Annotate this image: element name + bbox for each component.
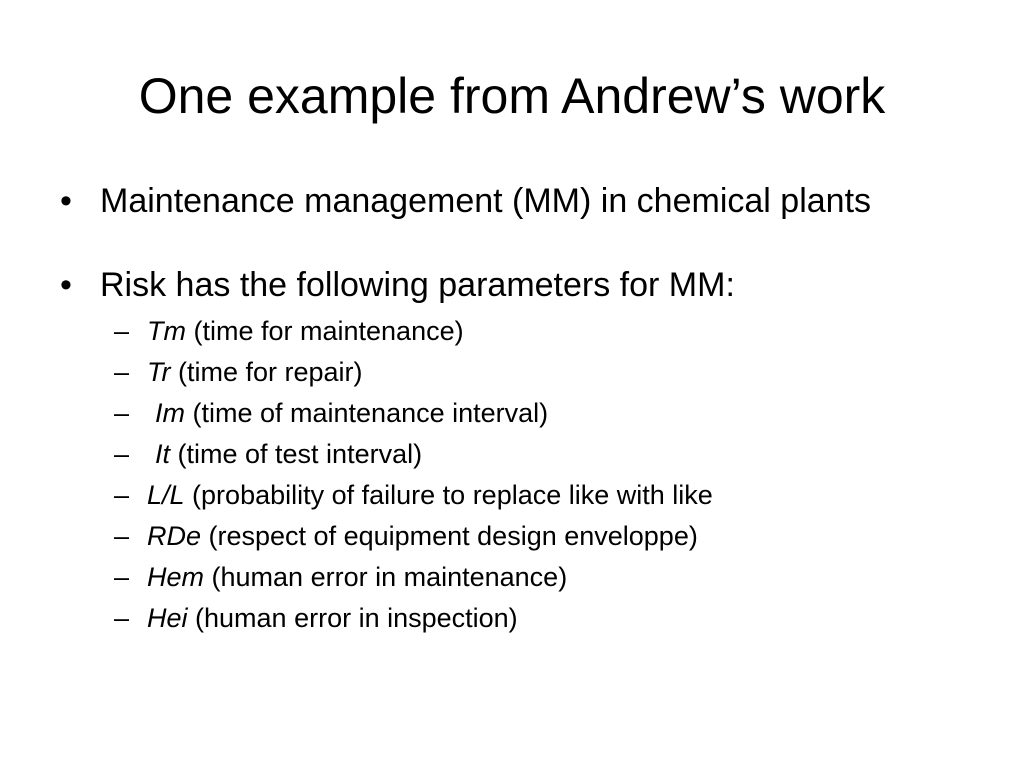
sub-bullet-text [155,398,954,428]
bullet-text: Risk has the following parameters for MM: [100,266,735,304]
sub-bullet-text [147,562,954,592]
parameter-symbol: Tr [147,357,171,387]
bullet-text: Maintenance management (MM) in chemical plants [100,182,872,220]
parameter-description: (time of test interval) [170,439,423,469]
bullet-item [60,268,940,302]
sub-bullet-marker: – [114,398,130,428]
sub-bullet-text [155,439,954,469]
parameter-description: (time for maintenance) [185,316,464,346]
parameter-description: (human error in maintenance) [204,562,568,592]
parameter-description: (human error in inspection) [187,603,518,633]
sub-bullet-marker: – [114,357,130,387]
sub-bullet-marker: – [114,603,130,633]
sub-bullet-item [114,521,954,551]
parameter-symbol: L/L [147,480,185,510]
sub-bullet-marker: – [114,439,130,469]
sub-bullet-item [114,562,954,592]
parameter-symbol: It [155,439,171,469]
sub-bullet-item [114,398,954,428]
sub-bullet-item [114,439,954,469]
sub-bullet-marker: – [114,480,130,510]
bullet-marker: • [60,266,72,304]
parameter-symbol: RDe [147,521,202,551]
sub-bullet-item [114,480,954,510]
parameter-symbol: Hem [147,562,205,592]
sub-bullet-marker: – [114,521,130,551]
sub-bullet-text [147,603,954,633]
slide-title: One example from Andrew’s work [138,68,886,124]
sub-bullet-text [147,357,954,387]
sub-bullet-marker: – [114,562,130,592]
sub-bullet-text [147,316,954,346]
sub-bullet-marker: – [114,316,130,346]
sub-bullet-item [114,603,954,633]
parameter-symbol: Hei [147,603,188,633]
sub-bullet-item [114,357,954,387]
parameter-description: (respect of equipment design enveloppe) [201,521,698,551]
parameter-description: (probability of failure to replace like with like [184,480,713,510]
sub-bullet-item [114,316,954,346]
parameter-symbol: Im [155,398,185,428]
parameter-symbol: Tm [147,316,186,346]
sub-bullet-text [147,521,954,551]
parameter-description: (time of maintenance interval) [185,398,549,428]
parameter-description: (time for repair) [170,357,363,387]
bullet-item [60,184,940,218]
bullet-marker: • [60,182,72,220]
sub-bullet-text [147,480,954,510]
